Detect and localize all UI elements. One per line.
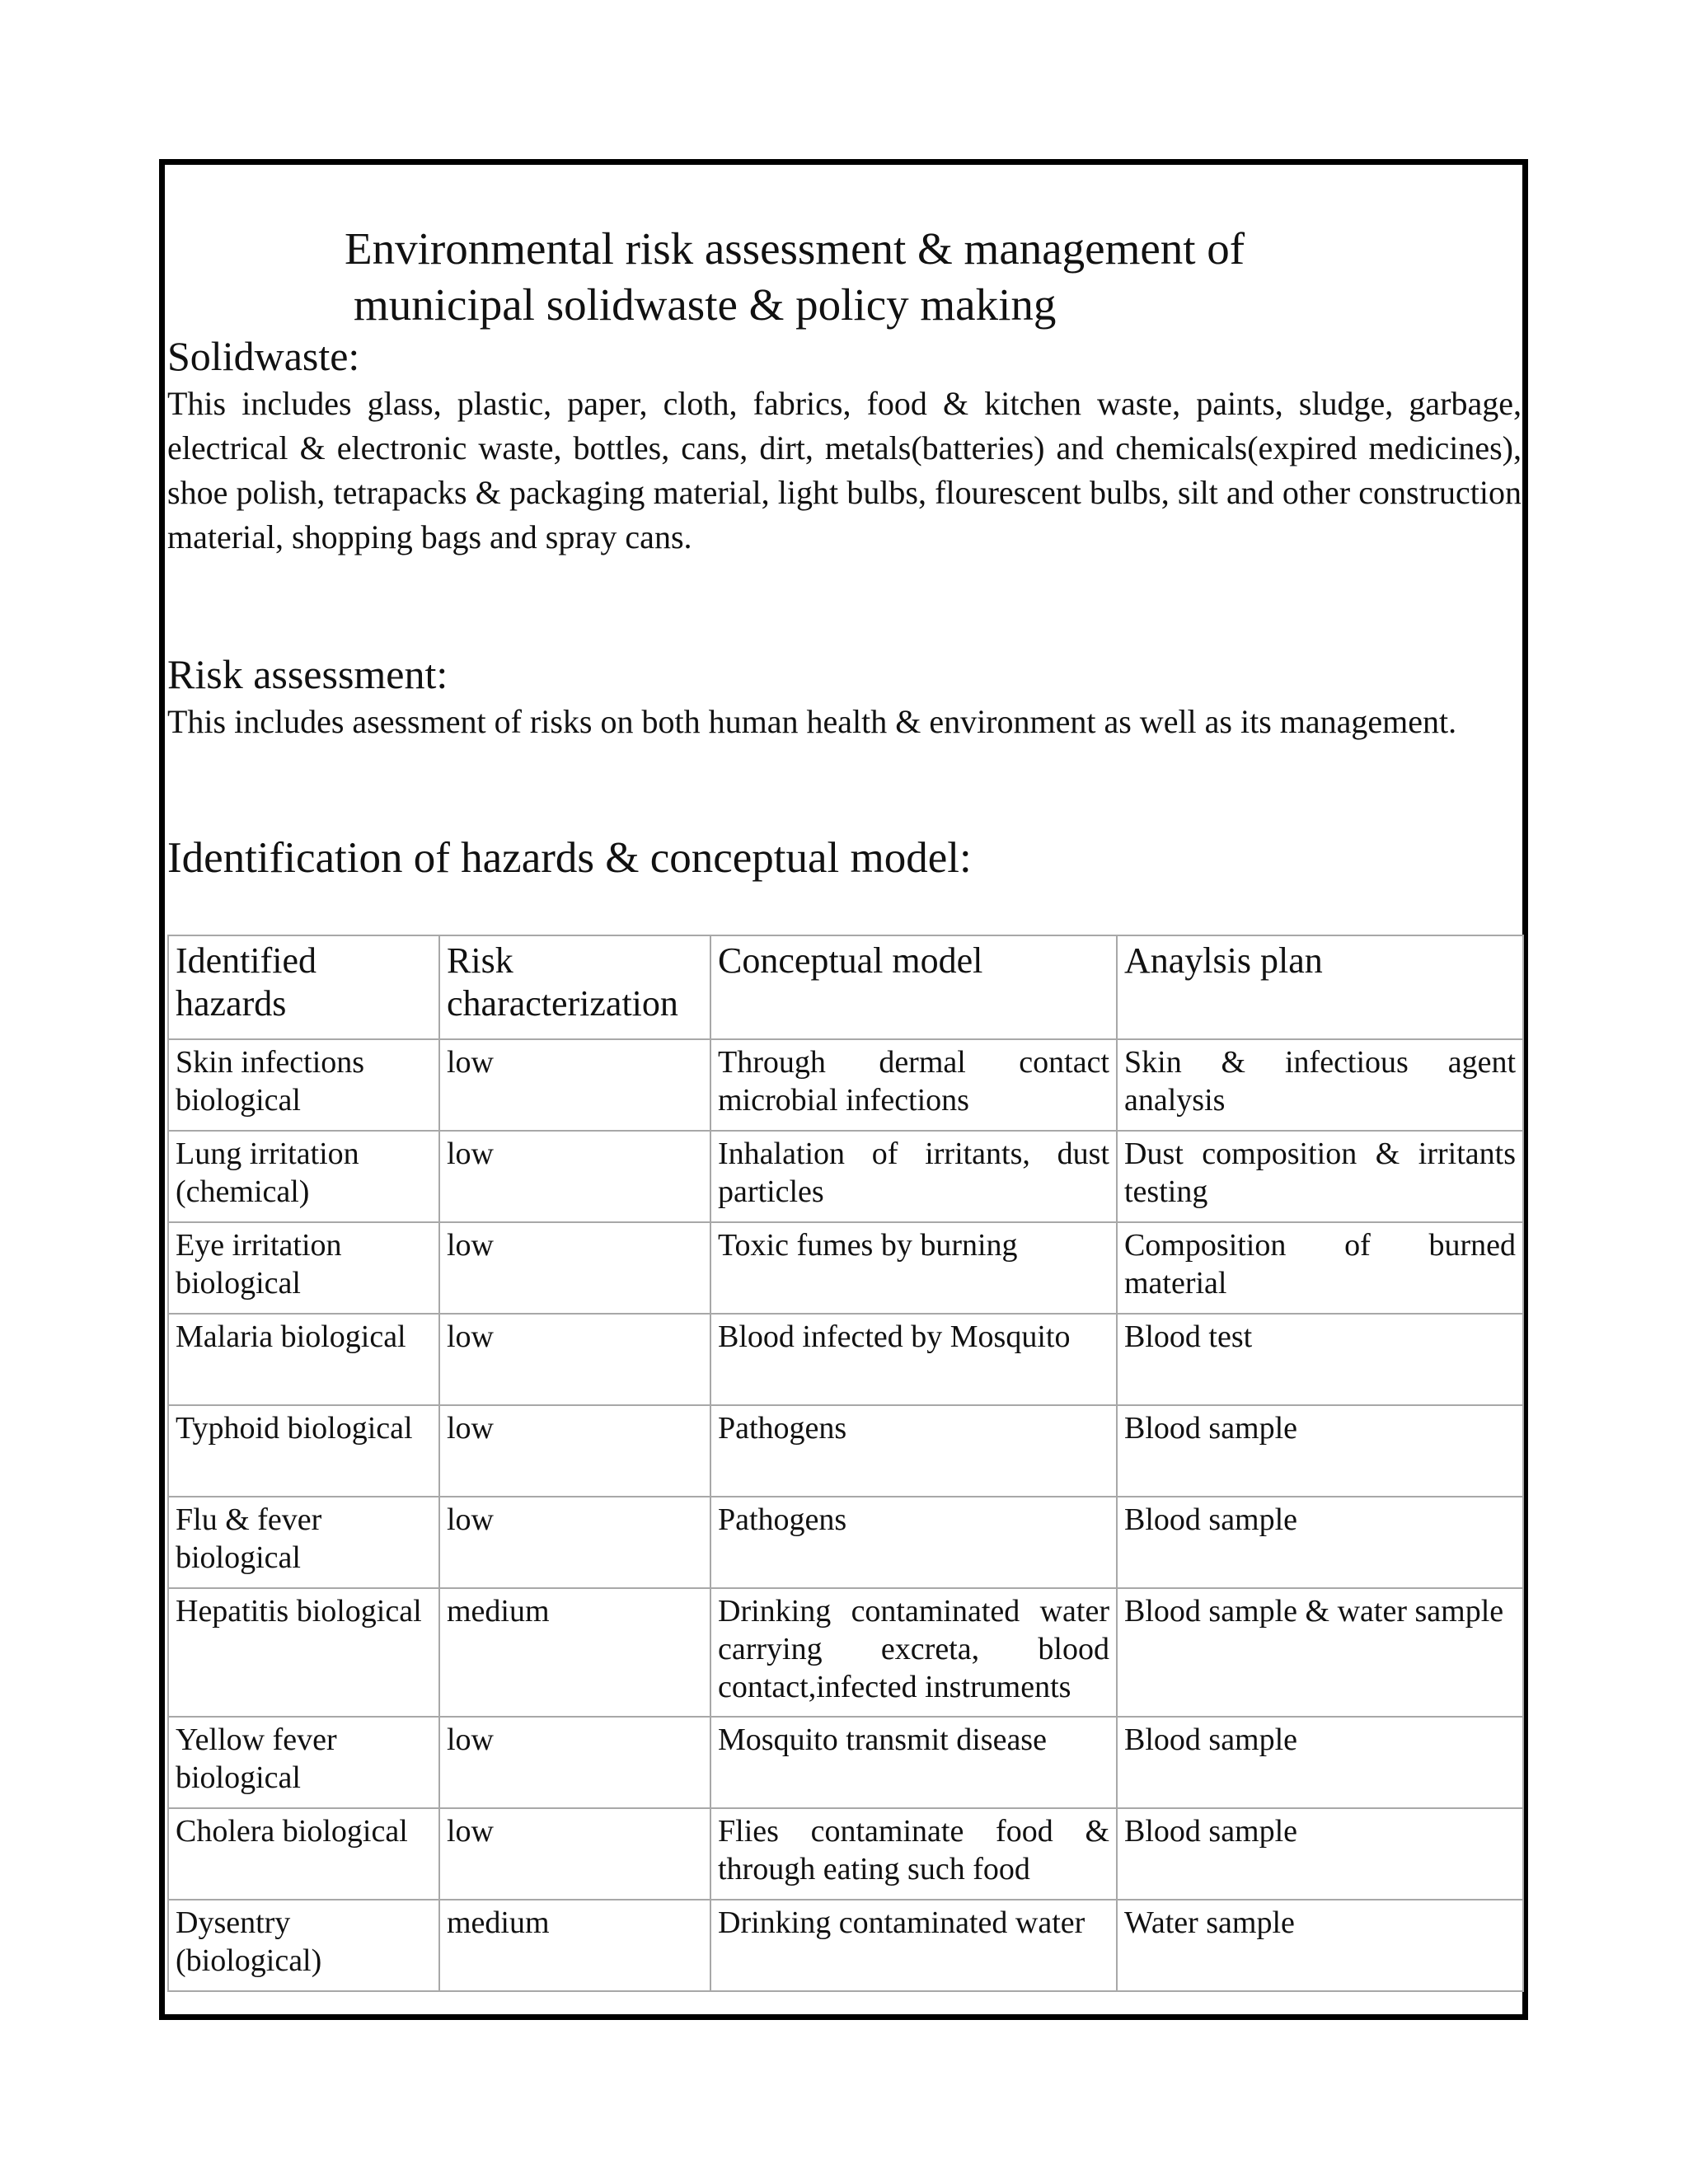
title-line-2: municipal solidwaste & policy making xyxy=(354,279,1057,330)
hazards-table xyxy=(167,935,1524,1992)
table-row xyxy=(168,1808,1523,1900)
hazard-cell: Flu & fever biological xyxy=(168,1497,439,1588)
model-cell: Drinking contaminated water carrying excreta, blood contact,infected instruments xyxy=(710,1588,1117,1717)
table-row xyxy=(168,1900,1523,1991)
risk-cell: low xyxy=(439,1717,710,1808)
solidwaste-heading: Solidwaste: xyxy=(167,333,360,379)
plan-cell: Water sample xyxy=(1117,1900,1523,1991)
hazard-cell: Hepatitis biological xyxy=(168,1588,439,1717)
table-row xyxy=(168,1222,1523,1314)
plan-cell: Composition of burned material xyxy=(1117,1222,1523,1314)
table-row xyxy=(168,1314,1523,1405)
hazard-cell: Yellow fever biological xyxy=(168,1717,439,1808)
hazard-cell: Dysentry (biological) xyxy=(168,1900,439,1991)
column-header-risk: Risk characterization xyxy=(439,935,710,1039)
hazard-cell: Cholera biological xyxy=(168,1808,439,1900)
model-cell: Pathogens xyxy=(710,1405,1117,1497)
risk-cell: low xyxy=(439,1497,710,1588)
model-cell: Pathogens xyxy=(710,1497,1117,1588)
model-cell: Inhalation of irritants, dust particles xyxy=(710,1131,1117,1222)
table-row xyxy=(168,1039,1523,1131)
table-row xyxy=(168,1405,1523,1497)
hazard-cell: Typhoid biological xyxy=(168,1405,439,1497)
identification-heading: Identification of hazards & conceptual model: xyxy=(167,834,972,882)
risk-cell: low xyxy=(439,1039,710,1131)
plan-cell: Blood test xyxy=(1117,1314,1523,1405)
table-header-row xyxy=(168,935,1523,1039)
column-header-analysis-plan: Anaylsis plan xyxy=(1117,935,1523,1039)
title-line-1: Environmental risk assessment & management of xyxy=(345,223,1245,274)
table-row xyxy=(168,1717,1523,1808)
plan-cell: Skin & infectious agent analysis xyxy=(1117,1039,1523,1131)
model-cell: Mosquito transmit disease xyxy=(710,1717,1117,1808)
solidwaste-paragraph: This includes glass, plastic, paper, cloth, fabrics, food & kitchen waste, paints, sludge, garbage, electrical & electronic waste, bottles, cans, dirt, metals(batteries) and chemicals(expired medicines), shoe polish, tetrapacks & packaging material, light bulbs, flourescent bulbs, silt and other construction material, shopping bags and spray cans. xyxy=(167,385,1522,555)
model-cell: Through dermal contact microbial infections xyxy=(710,1039,1117,1131)
plan-cell: Blood sample & water sample xyxy=(1117,1588,1523,1717)
table-row xyxy=(168,1497,1523,1588)
column-header-conceptual-model: Conceptual model xyxy=(710,935,1117,1039)
model-cell: Toxic fumes by burning xyxy=(710,1222,1117,1314)
plan-cell: Blood sample xyxy=(1117,1808,1523,1900)
model-cell: Blood infected by Mosquito xyxy=(710,1314,1117,1405)
risk-cell: medium xyxy=(439,1900,710,1991)
model-cell: Drinking contaminated water xyxy=(710,1900,1117,1991)
plan-cell: Blood sample xyxy=(1117,1497,1523,1588)
hazard-cell: Skin infections biological xyxy=(168,1039,439,1131)
risk-assessment-paragraph: This includes asessment of risks on both human health & environment as well as its management. xyxy=(167,703,1457,740)
risk-cell: low xyxy=(439,1131,710,1222)
column-header-hazards: Identified hazards xyxy=(168,935,439,1039)
model-cell: Flies contaminate food & through eating such food xyxy=(710,1808,1117,1900)
risk-assessment-heading: Risk assessment: xyxy=(167,651,448,697)
risk-cell: medium xyxy=(439,1588,710,1717)
risk-cell: low xyxy=(439,1314,710,1405)
plan-cell: Blood sample xyxy=(1117,1405,1523,1497)
hazard-cell: Malaria biological xyxy=(168,1314,439,1405)
plan-cell: Blood sample xyxy=(1117,1717,1523,1808)
risk-cell: low xyxy=(439,1808,710,1900)
risk-cell: low xyxy=(439,1222,710,1314)
table-row xyxy=(168,1588,1523,1717)
hazard-cell: Eye irritation biological xyxy=(168,1222,439,1314)
table-row xyxy=(168,1131,1523,1222)
plan-cell: Dust composition & irritants testing xyxy=(1117,1131,1523,1222)
hazard-cell: Lung irritation (chemical) xyxy=(168,1131,439,1222)
risk-cell: low xyxy=(439,1405,710,1497)
